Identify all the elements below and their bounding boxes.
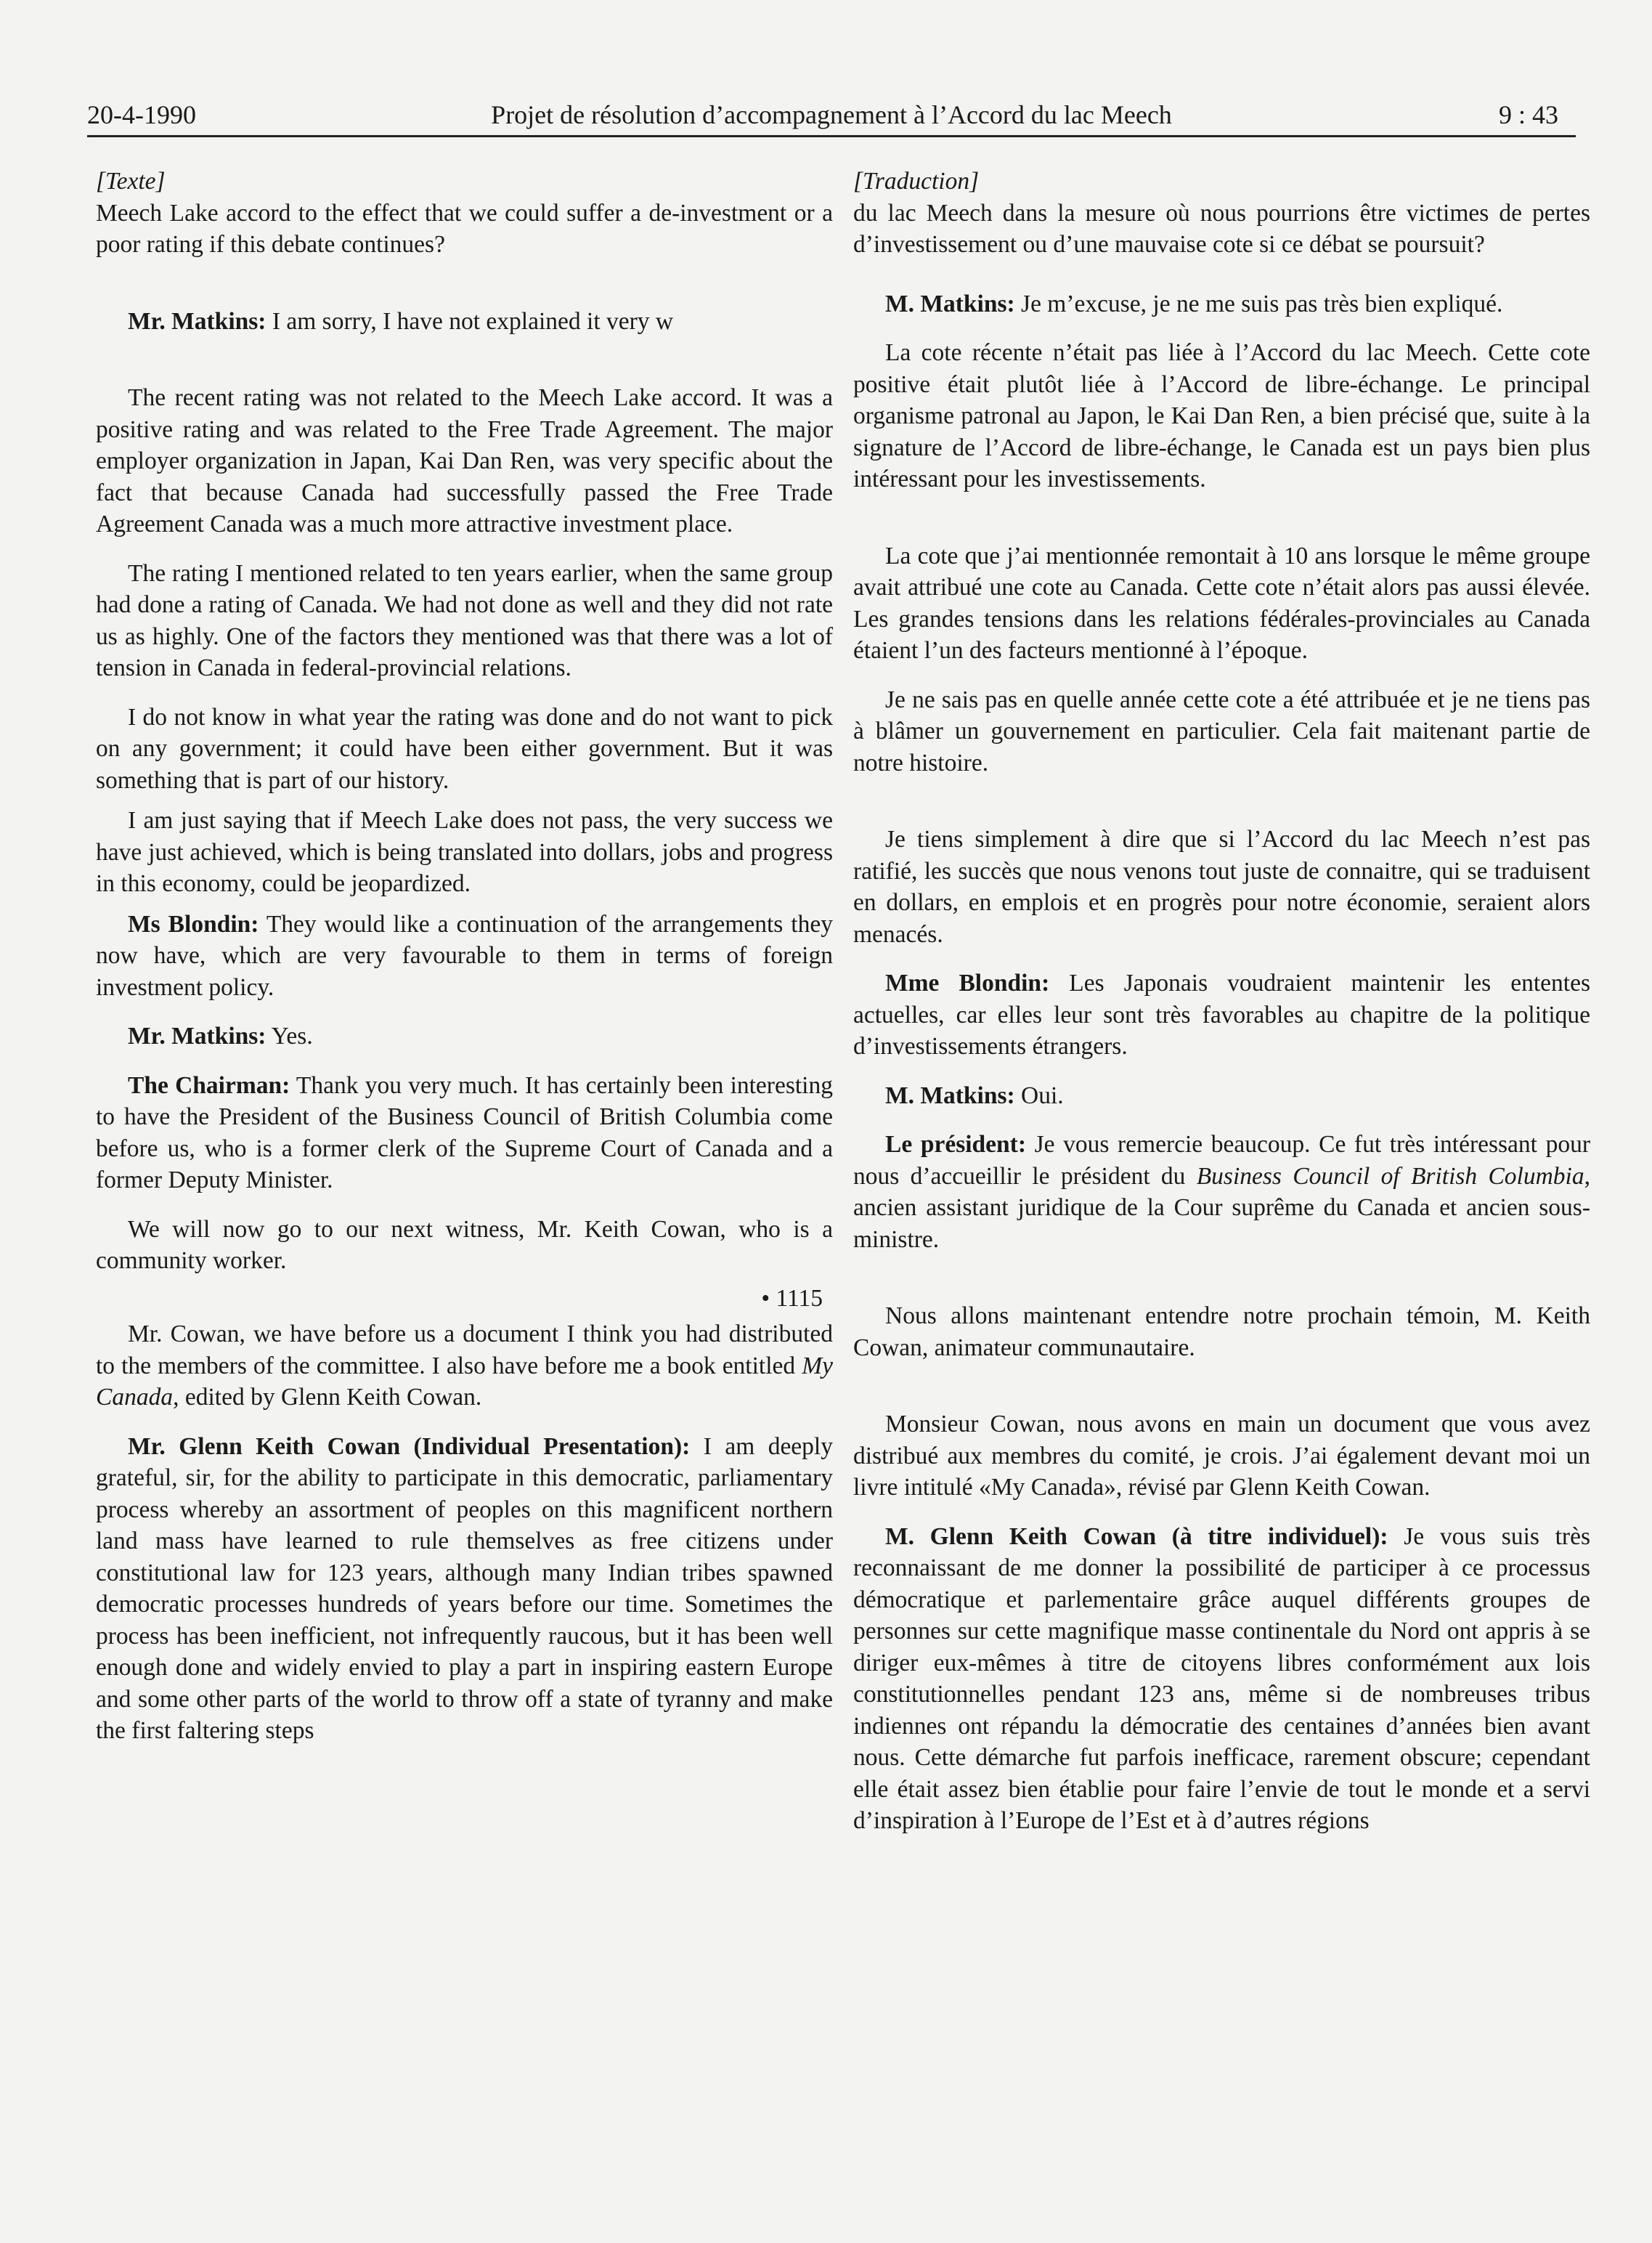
paragraph: Nous allons maintenant entendre notre prochain témoin, M. Keith Cowan, animateur communautaire. [853, 1302, 1590, 1361]
speaker-name: Mr. Glenn Keith Cowan (Individual Presentation): [128, 1432, 691, 1460]
paragraph [853, 1080, 1590, 1112]
book-title: My Canada [96, 1352, 833, 1411]
speech-text: Les Japonais voudraient maintenir les ententes actuelles, car elles leur sont très favorables au chapitre de la politique d’investissements étrangers. [853, 970, 1591, 1060]
paragraph: Je ne sais pas en quelle année cette cote a été attribuée et je ne tiens pas à blâmer un gouvernement en particulier. Cela fait maitenant partie de notre histoire. [853, 686, 1590, 776]
english-column [96, 166, 833, 1747]
paragraph: Je tiens simplement à dire que si l’Accord du lac Meech n’est pas ratifié, les succès que nous venons tout juste de connaitre, qui se traduisent en dollars, en emplois et en progrès pour notre économie, seraient alors menacés. [853, 826, 1590, 948]
header-date: 20-4-1990 [87, 100, 196, 129]
speaker-name: M. Matkins: [885, 1082, 1015, 1109]
paragraph [853, 288, 1590, 320]
speaker-name: The Chairman: [128, 1071, 290, 1099]
paragraph [96, 1021, 833, 1052]
paragraph: La cote récente n’était pas liée à l’Accord du lac Meech. Cette cote positive était plutôt liée à l’Accord de libre-échange. Le principal organisme patronal au Japon, le Kai Dan Ren, a bien précisé que, suite à la signature de l’Accord de libre-échange, le Canada est un pays bien plus intéressant pour les investissements. [853, 339, 1590, 492]
speech-text: Oui. [1014, 1082, 1064, 1109]
paragraph [96, 909, 833, 1004]
speaker-name: M. Glenn Keith Cowan (à titre individuel): [885, 1522, 1388, 1550]
traduction-label: [Traduction] [853, 168, 980, 195]
texte-label: [Texte] [96, 168, 166, 195]
speech-text: Yes. [266, 1023, 313, 1050]
french-column [853, 166, 1590, 1837]
speaker-name: Le président: [885, 1131, 1026, 1158]
paragraph [96, 1070, 833, 1196]
speech-text: Je m’excuse, je ne me suis pas très bien expliqué. [1014, 290, 1503, 317]
speaker-name: M. Matkins: [885, 290, 1015, 317]
paragraph: I do not know in what year the rating was done and do not want to pick on any government; it could have been either government. But it was something that is part of our history. [96, 703, 833, 794]
speech-text: Je vous suis très reconnaissant de me donner la possibilité de participer à ce processus démocratique et parlementaire grâce auquel différents groupes de personnes sur cette magnifique masse continentale du Nord ont appris à se diriger eux-mêmes à titre de citoyens libres conformément aux lois constitutionnelles pendant 123 ans, même si de nombreuses tribus indiennes ont répandu la démocratie des centaines d’années bien avant nous. Cette démarche fut parfois inefficace, rarement obscure; cependant elle était assez bien établie pour faire l’envie de tout le monde et a servi d’inspiration à l’Europe de l’Est et à d’autres régions [853, 1522, 1590, 1834]
speaker-name: Mr. Matkins: [128, 307, 266, 335]
paragraph [96, 1431, 833, 1747]
paragraph [96, 306, 833, 338]
header-page-number: 9 : 43 [1498, 100, 1558, 129]
paragraph [853, 1521, 1590, 1837]
organization-name: Business Council of British Columbia [1196, 1162, 1584, 1190]
speech-text: , ancien assistant juridique de la Cour suprême du Canada et ancien sous-ministre. [853, 1162, 1590, 1253]
timestamp: • 1115 [761, 1284, 823, 1312]
speech-text: They would like a continuation of the arrangements they now have, which are very favourable to them in terms of foreign investment policy. [96, 910, 833, 1001]
paragraph: du lac Meech dans la mesure où nous pourrions être victimes de pertes d’investissement ou d’une mauvaise cote si ce débat se poursuit? [853, 199, 1590, 258]
paragraph: We will now go to our next witness, Mr. Keith Cowan, who is a community worker. [96, 1215, 833, 1274]
paragraph: Meech Lake accord to the effect that we could suffer a de-investment or a poor rating if this debate continues? [96, 199, 833, 258]
paragraph: La cote que j’ai mentionnée remontait à 10 ans lorsque le même groupe avait attribué une cote au Canada. Cette cote n’était alors pas aussi élevée. Les grandes tensions dans les relations fédérales-provinciales au Canada étaient l’un des facteurs mentionné à l’époque. [853, 542, 1590, 664]
speech-text: I am deeply grateful, sir, for the ability to participate in this democratic, parliamentary process whereby an assortment of peoples on this magnificent northern land mass have learned to rule themselves as free citizens under constitutional law for 123 years, although many Indian tribes spawned democratic processes hundreds of years before our time. Sometimes the process has been inefficient, not infrequently raucous, but it has been well enough done and widely envied to play a part in inspiring eastern Europe and some other parts of the world to throw off a state of tyranny and make the first faltering steps [96, 1432, 833, 1744]
header-title: Projet de résolution d’accompagnement à l’Accord du lac Meech [491, 100, 1172, 129]
paragraph: I am just saying that if Meech Lake does not pass, the very success we have just achieved, which is being translated into dollars, jobs and progress in this economy, could be jeopardized. [96, 807, 833, 897]
speaker-name: Ms Blondin: [128, 910, 259, 938]
paragraph: The recent rating was not related to the Meech Lake accord. It was a positive rating and was related to the Free Trade Agreement. The major employer organization in Japan, Kai Dan Ren, was very specific about the fact that because Canada had successfully passed the Free Trade Agreement Canada was a much more attractive investment place. [96, 384, 833, 538]
speech-text: Mr. Cowan, we have before us a document I think you had distributed to the members of the committee. I also have before me a book entitled [96, 1321, 833, 1379]
paragraph: The rating I mentioned related to ten years earlier, when the same group had done a rating of Canada. We had not done as well and they did not rate us as highly. One of the factors they mentioned was that there was a lot of tension in Canada in federal-provincial relations. [96, 559, 833, 681]
speaker-name: Mme Blondin: [885, 970, 1050, 997]
paragraph [96, 1318, 833, 1413]
page-header [87, 93, 1576, 137]
speech-text: , edited by Glenn Keith Cowan. [173, 1384, 482, 1411]
speaker-name: Mr. Matkins: [128, 1023, 266, 1050]
paragraph: Monsieur Cowan, nous avons en main un document que vous avez distribué aux membres du comité, je crois. J’ai également devant moi un livre intitulé «My Canada», révisé par Glenn Keith Cowan. [853, 1411, 1590, 1501]
speech-text: I am sorry, I have not explained it very w [266, 307, 674, 335]
speech-text: Thank you very much. It has certainly been interesting to have the President of the Business Council of British Columbia come before us, who is a former clerk of the Supreme Court of Canada and a former Deputy Minister. [96, 1071, 833, 1193]
speech-text: Je vous remercie beaucoup. Ce fut très intéressant pour nous d’accueillir le président du [853, 1131, 1590, 1190]
paragraph [853, 1129, 1590, 1255]
paragraph [853, 968, 1590, 1063]
